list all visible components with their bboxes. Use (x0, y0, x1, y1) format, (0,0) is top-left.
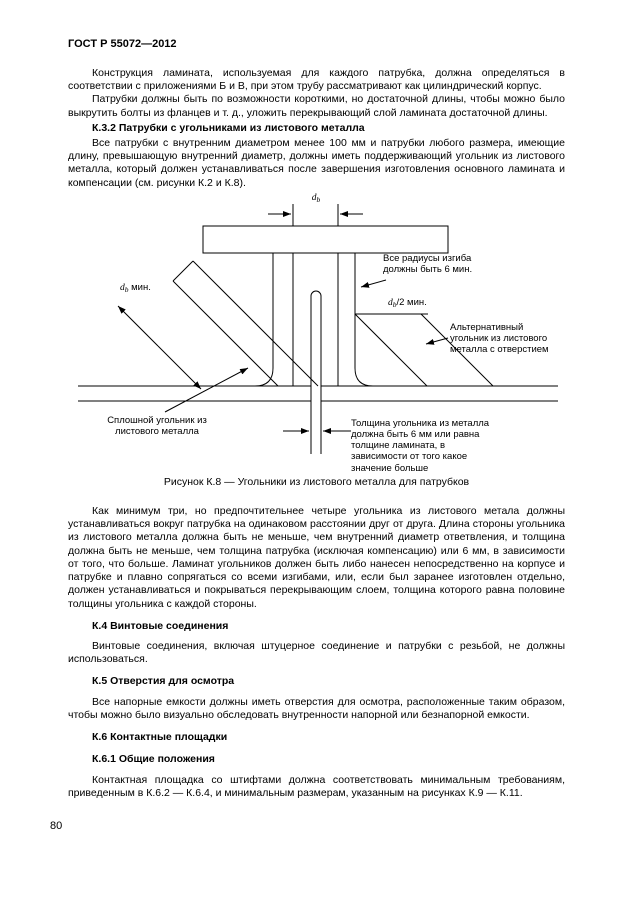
heading-k6: К.6 Контактные площадки (92, 731, 228, 744)
paragraph-contact-pad: Контактная площадка со штифтами должна соответствовать минимальным требованиям, приведенным в К.6.2 — К.6.4, и минимальным размерам, указанным на рисунках К.9 — К.11. (68, 773, 565, 799)
figure-caption: Рисунок К.8 — Угольники из листового металла для патрубков (163, 475, 470, 488)
page-content (68, 38, 565, 800)
sheet-metal-angle-section (311, 291, 321, 454)
figure-k8 (68, 192, 568, 474)
db-dimension (268, 204, 363, 226)
dimension-label-db: $d_b$ (311, 192, 321, 204)
paragraph-support-angle: Все патрубки с внутренним диаметром менее 100 мм и патрубки любого размера, имеющие длину, превышающую внутренний диаметр, должны иметь поддерживающий угольник из листового металла, который должен устанавливаться после завершения изготовления основного ламината и компенсации (см. рисунки К.2 и К.8). (68, 136, 565, 189)
solid-angle-band (173, 261, 318, 386)
paragraph-inspection-openings: Все напорные емкости должны иметь отверстия для осмотра, расположенные таким образом, чтобы можно было визуально обследовать внутренности напорной или безнапорной емкости. (68, 695, 565, 721)
heading-k4: К.4 Винтовые соединения (92, 619, 229, 632)
thickness-note-label: Толщина угольника из металла должна быть 6 мм или равна толщине ламината, в зависимости от того какое значение больше (351, 417, 490, 474)
standard-header: ГОСТ Р 55072—2012 (68, 38, 177, 50)
dimension-label-db-half: $d_b/2$ мин. (388, 296, 427, 309)
paragraph-angle-requirements: Как минимум три, но предпочтительнее четыре угольника из листового метала должны устанавливаться вокруг патрубка на одинаковом расстоянии друг от друга. Длина стороны угольника из листового металла должна быть не меньше, чем внутренний диаметр ответвления, и толщина должна быть не меньше, чем толщина патрубка (исключая компенсацию) или 6 мм, в зависимости от того, что больше. Ламинат угольников должен быть либо нанесен непосредственно на корпусе и патрубке и плавно сопрягаться со всеми изгибами, или, если был заранее изготовлен отдельно, должен устанавливаться и покрываться перекрывающим слоем, толщина которого равна половине толщины угольника с каждой стороны. (68, 505, 565, 610)
paragraph-laminate-construction: Конструкция ламината, используемая для каждого патрубка, должна определяться в соответствии с приложениями Б и В, при этом трубу рассматривают как цилиндрический корпус. (68, 66, 565, 93)
flange-plate (203, 226, 448, 253)
db-min-dimension (118, 306, 201, 389)
alternative-angle-label: Альтернативный угольник из листового металла с отверстием (450, 321, 549, 356)
heading-k32: К.3.2 Патрубки с угольниками из листового металла (92, 121, 365, 134)
page-number: 80 (50, 820, 63, 832)
paragraph-threaded-joints: Винтовые соединения, включая штуцерное соединение и патрубки с резьбой, не должны использоваться. (68, 640, 565, 666)
base-shell (78, 386, 558, 401)
nozzle-neck (255, 253, 373, 386)
bend-radii-note: Все радиусы изгиба должны быть 6 мин. (383, 252, 473, 276)
dimension-label-db-min: $d_b$ мин. (120, 281, 151, 294)
heading-k61: К.6.1 Общие положения (92, 753, 215, 766)
heading-k5: К.5 Отверстия для осмотра (92, 675, 235, 688)
paragraph-nozzle-length: Патрубки должны быть по возможности короткими, но достаточной длины, чтобы можно было выкрутить болты из фланцев и т. д., уложить перекрывающий слой ламината достаточной длины. (68, 93, 565, 119)
solid-angle-label: Сплошной угольник из листового металла (107, 414, 207, 438)
